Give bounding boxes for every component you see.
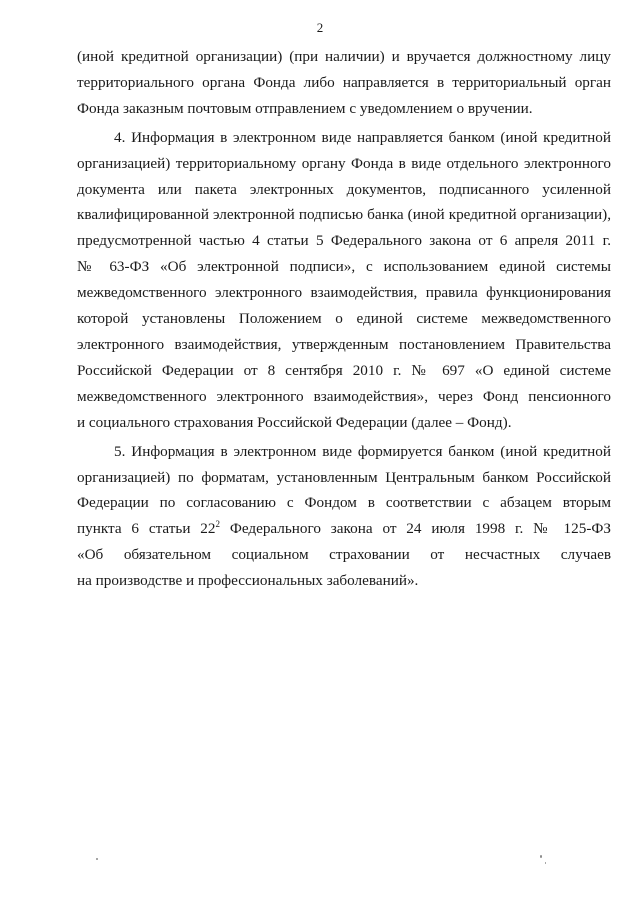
page-number: 2: [316, 20, 324, 35]
text-fragment: пункта 6 статьи 22: [77, 520, 216, 538]
text-line: которой установлены Положением о единой системе межведомственного: [77, 310, 611, 328]
text-line: межведомственного электронного взаимодействия», через Фонд пенсионного: [77, 387, 611, 405]
superscript: 2: [215, 519, 220, 530]
document-body: [77, 44, 611, 594]
text-line: территориального органа Фонда либо направляется в территориальный орган: [77, 73, 611, 91]
text-line: организацией) территориальному органу Фонда в виде отдельного электронного: [77, 154, 611, 172]
paragraph-item-4: [77, 125, 611, 436]
text-line: межведомственного электронного взаимодействия, правила функционирования: [77, 284, 611, 302]
scan-speck: [545, 862, 546, 864]
text-line: № 63-ФЗ «Об электронной подписи», с использованием единой системы: [77, 258, 611, 276]
text-line: и социального страхования Российской Федерации (далее – Фонд).: [77, 413, 512, 431]
text-fragment: Федерального закона от 24 июля 1998 г. № 125-ФЗ: [219, 520, 611, 538]
text-line: 4. Информация в электронном виде направляется банком (иной кредитной: [114, 128, 611, 146]
text-line: 5. Информация в электронном виде формируется банком (иной кредитной: [114, 442, 611, 460]
paragraph-continued: [77, 44, 611, 122]
text-line: предусмотренной частью 4 статьи 5 Федерального закона от 6 апреля 2011 г.: [77, 232, 611, 250]
text-line: (иной кредитной организации) (при наличии) и вручается должностному лицу: [77, 48, 611, 65]
text-line: документа или пакета электронных документов, подписанного усиленной: [77, 180, 611, 198]
text-line: организацией) по форматам, установленным Центральным банком Российской: [77, 468, 611, 486]
text-line: на производстве и профессиональных заболеваний».: [77, 572, 419, 590]
paragraph-item-5: [77, 439, 611, 594]
text-line-with-superscript: [77, 516, 611, 542]
scan-speck: [540, 855, 542, 858]
text-line: «Об обязательном социальном страховании от несчастных случаев: [77, 546, 611, 564]
scan-speck: [96, 858, 98, 860]
text-line: Фонда заказным почтовым отправлением с уведомлением о вручении.: [77, 99, 533, 117]
text-line: квалифицированной электронной подписью банка (иной кредитной организации),: [77, 206, 611, 224]
text-line: Российской Федерации от 8 сентября 2010 г. № 697 «О единой системе: [77, 361, 611, 379]
text-line: электронного взаимодействия, утвержденным постановлением Правительства: [77, 335, 611, 353]
text-line: Федерации по согласованию с Фондом в соответствии с абзацем вторым: [77, 494, 611, 512]
